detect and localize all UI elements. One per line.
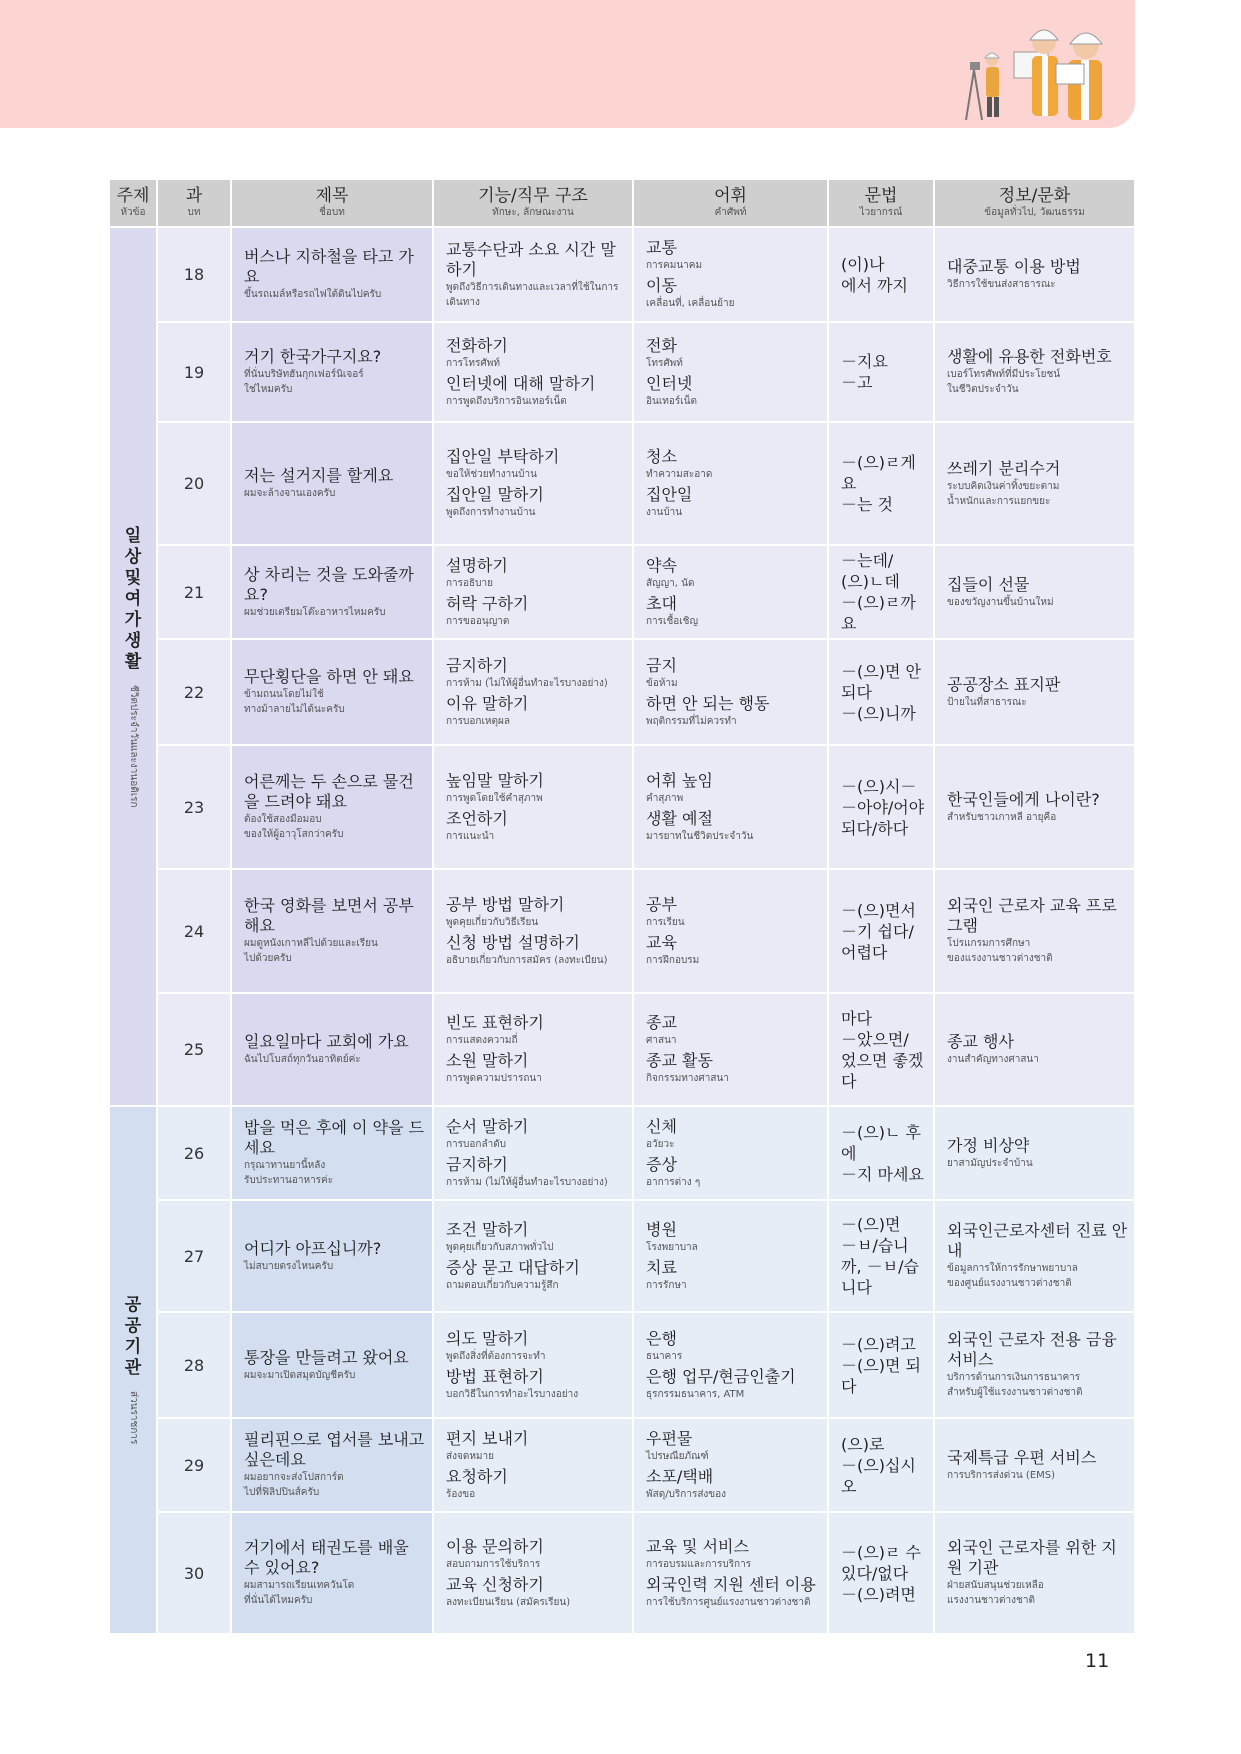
topic-daily-life: 일상및여가생활 ชีวิตประจำวันและงานอดิเรก — [109, 227, 157, 1106]
table-row — [109, 1200, 1135, 1312]
table-row — [109, 1106, 1135, 1200]
info-cell: 공공장소 표지판 ป้ายในที่สาธารณะ — [934, 639, 1135, 745]
table-header-row — [109, 179, 1135, 227]
table-row — [109, 1418, 1135, 1512]
lesson-number: 28 — [157, 1312, 231, 1418]
lesson-title: 무단횡단을 하면 안 돼요 ข้ามถนนโดยไม่ใช้ ทางม้าลายไม่ได้นะครับ — [231, 639, 433, 745]
info-cell: 외국인근로자센터 진료 안내 ข้อมูลการให้การรักษาพยาบาล ของศูนย์แรงงานชาวต่างชาติ — [934, 1200, 1135, 1312]
info-cell: 생활에 유용한 전화번호 เบอร์โทรศัพท์ที่มีประโยชน์ ในชีวิตประจำวัน — [934, 322, 1135, 422]
lesson-number: 27 — [157, 1200, 231, 1312]
lesson-number: 20 — [157, 422, 231, 545]
lesson-title: 거기 한국가구지요? ที่นั่นบริษัทฮันกุกเฟอร์นิเจอร์ ใช่ไหมครับ — [231, 322, 433, 422]
grammar-cell: －는데/ (으)ㄴ데 －(으)ㄹ까 요 — [828, 545, 934, 639]
info-cell: 외국인 근로자 전용 금융 서비스 บริการด้านการเงินการธนาคาร สำหรับผู้ใช้แรงงานชาวต่างชาติ — [934, 1312, 1135, 1418]
vocabulary-cell: 청소 ทำความสะอาด 집안일 งานบ้าน — [633, 422, 828, 545]
grammar-cell: －(으)면 안 되다 －(으)니까 — [828, 639, 934, 745]
info-cell: 종교 행사 งานสำคัญทางศาสนา — [934, 993, 1135, 1106]
info-cell: 가정 비상약 ยาสามัญประจำบ้าน — [934, 1106, 1135, 1200]
function-cell: 높임말 말하기 การพูดโดยใช้คำสุภาพ 조언하기 การแนะนำ — [433, 745, 633, 869]
lesson-title: 어른께는 두 손으로 물건을 드려야 돼요 ต้องใช้สองมือมอบ ของให้ผู้อาวุโสกว่าครับ — [231, 745, 433, 869]
function-cell: 의도 말하기 พูดถึงสิ่งที่ต้องการจะทำ 방법 표현하기 บอกวิธีในการทำอะไรบางอย่าง — [433, 1312, 633, 1418]
col-header-info-culture: 정보/문화 ข้อมูลทั่วไป, วัฒนธรรม — [934, 179, 1135, 227]
lesson-number: 25 — [157, 993, 231, 1106]
table-row — [109, 869, 1135, 993]
lesson-number: 26 — [157, 1106, 231, 1200]
function-cell: 편지 보내기 ส่งจดหมาย 요청하기 ร้องขอ — [433, 1418, 633, 1512]
lesson-title: 저는 설거지를 할게요 ผมจะล้างจานเองครับ — [231, 422, 433, 545]
vocabulary-cell: 어휘 높임 คำสุภาพ 생활 예절 มารยาทในชีวิตประจำวัน — [633, 745, 828, 869]
vocabulary-cell: 금지 ข้อห้าม 하면 안 되는 행동 พฤติกรรมที่ไม่ควรทำ — [633, 639, 828, 745]
function-cell: 이용 문의하기 สอบถามการใช้บริการ 교육 신청하기 ลงทะเบียนเรียน (สมัครเรียน) — [433, 1512, 633, 1634]
table-row — [109, 1312, 1135, 1418]
lesson-title: 상 차리는 것을 도와줄까요? ผมช่วยเตรียมโต๊ะอาหารไหมครับ — [231, 545, 433, 639]
function-cell: 설명하기 การอธิบาย 허락 구하기 การขออนุญาต — [433, 545, 633, 639]
info-cell: 외국인 근로자 교육 프로그램 โปรแกรมการศึกษา ของแรงงานชาวต่างชาติ — [934, 869, 1135, 993]
grammar-cell: －(으)려고 －(으)면 되 다 — [828, 1312, 934, 1418]
table-row — [109, 993, 1135, 1106]
info-cell: 국제특급 우편 서비스 การบริการส่งด่วน (EMS) — [934, 1418, 1135, 1512]
function-cell: 교통수단과 소요 시간 말하기 พูดถึงวิธีการเดินทางและเวลาที่ใช้ในการเดินทาง — [433, 227, 633, 322]
col-header-grammar: 문법 ไวยากรณ์ — [828, 179, 934, 227]
lesson-title: 통장을 만들려고 왔어요 ผมจะมาเปิดสมุดบัญชีครับ — [231, 1312, 433, 1418]
info-cell: 집들이 선물 ของขวัญงานขึ้นบ้านใหม่ — [934, 545, 1135, 639]
table-row — [109, 1512, 1135, 1634]
lesson-number: 30 — [157, 1512, 231, 1634]
lesson-title: 버스나 지하철을 타고 가요 ขึ้นรถเมล์หรือรถไฟใต้ดินไปครับ — [231, 227, 433, 322]
function-cell: 조건 말하기 พูดคุยเกี่ยวกับสภาพทั่วไป 증상 묻고 대답하기 ถามตอบเกี่ยวกับความรู้สึก — [433, 1200, 633, 1312]
lesson-title: 밥을 먹은 후에 이 약을 드세요 กรุณาทานยานี้หลัง รับประทานอาหารค่ะ — [231, 1106, 433, 1200]
lesson-number: 23 — [157, 745, 231, 869]
lesson-number: 29 — [157, 1418, 231, 1512]
col-header-vocabulary: 어휘 คำศัพท์ — [633, 179, 828, 227]
lesson-title: 일요일마다 교회에 가요 ฉันไปโบสถ์ทุกวันอาทิตย์ค่ะ — [231, 993, 433, 1106]
topic-public-institutions: 공공기관 ส่วนราชการ — [109, 1106, 157, 1634]
curriculum-table — [108, 178, 1136, 1635]
function-cell: 집안일 부탁하기 ขอให้ช่วยทำงานบ้าน 집안일 말하기 พูดถึงการทำงานบ้าน — [433, 422, 633, 545]
lesson-number: 24 — [157, 869, 231, 993]
col-header-function: 기능/직무 구조 ทักษะ, ลักษณะงาน — [433, 179, 633, 227]
vocabulary-cell: 병원 โรงพยาบาล 치료 การรักษา — [633, 1200, 828, 1312]
info-cell: 한국인들에게 나이란? สำหรับชาวเกาหลี อายุคือ — [934, 745, 1135, 869]
function-cell: 공부 방법 말하기 พูดคุยเกี่ยวกับวิธีเรียน 신청 방법 설명하기 อธิบายเกี่ยวกับการสมัคร (ลงทะเบียน) — [433, 869, 633, 993]
table-row — [109, 639, 1135, 745]
grammar-cell: －(으)면서 －기 쉽다/ 어렵다 — [828, 869, 934, 993]
vocabulary-cell: 은행 ธนาคาร 은행 업무/현금인출기 ธุรกรรมธนาคาร, ATM — [633, 1312, 828, 1418]
col-header-lesson: 과 บท — [157, 179, 231, 227]
function-cell: 전화하기 การโทรศัพท์ 인터넷에 대해 말하기 การพูดถึงบริการอินเทอร์เน็ต — [433, 322, 633, 422]
table-row — [109, 745, 1135, 869]
table-row — [109, 422, 1135, 545]
page-number: 11 — [1085, 1650, 1110, 1672]
vocabulary-cell: 신체 อวัยวะ 증상 อาการต่าง ๆ — [633, 1106, 828, 1200]
table-row — [109, 227, 1135, 322]
lesson-title: 어디가 아프십니까? ไม่สบายตรงไหนครับ — [231, 1200, 433, 1312]
grammar-cell: (으)로 －(으)십시 오 — [828, 1418, 934, 1512]
table-row — [109, 545, 1135, 639]
info-cell: 쓰레기 분리수거 ระบบคิดเงินค่าทิ้งขยะตาม น้ำหนักและการแยกขยะ — [934, 422, 1135, 545]
grammar-cell: 마다 －았으면/ 었으면 좋겠 다 — [828, 993, 934, 1106]
vocabulary-cell: 전화 โทรศัพท์ 인터넷 อินเทอร์เน็ต — [633, 322, 828, 422]
grammar-cell: －(으)ㄴ 후 에 －지 마세요 — [828, 1106, 934, 1200]
grammar-cell: (이)나 에서 까지 — [828, 227, 934, 322]
vocabulary-cell: 교육 및 서비스 การอบรมและการบริการ 외국인력 지원 센터 이용 การใช้บริการศูนย์แรงงานชาวต่างชาติ — [633, 1512, 828, 1634]
lesson-title: 한국 영화를 보면서 공부해요 ผมดูหนังเกาหลีไปด้วยและเรียน ไปด้วยครับ — [231, 869, 433, 993]
grammar-cell: －(으)시－ －아야/어야 되다/하다 — [828, 745, 934, 869]
vocabulary-cell: 교통 การคมนาคม 이동 เคลื่อนที่, เคลื่อนย้าย — [633, 227, 828, 322]
vocabulary-cell: 종교 ศาสนา 종교 활동 กิจกรรมทางศาสนา — [633, 993, 828, 1106]
table-row — [109, 322, 1135, 422]
grammar-cell: －(으)면 －ㅂ/습니 까, －ㅂ/습 니다 — [828, 1200, 934, 1312]
lesson-number: 18 — [157, 227, 231, 322]
lesson-title: 필리핀으로 엽서를 보내고 싶은데요 ผมอยากจะส่งโปสการ์ด ไปที่ฟิลิปปินส์ครับ — [231, 1418, 433, 1512]
col-header-topic: 주제 หัวข้อ — [109, 179, 157, 227]
construction-workers-illustration — [960, 12, 1118, 124]
col-header-title: 제목 ชื่อบท — [231, 179, 433, 227]
grammar-cell: －지요 －고 — [828, 322, 934, 422]
vocabulary-cell: 약속 สัญญา, นัด 초대 การเชื้อเชิญ — [633, 545, 828, 639]
vocabulary-cell: 공부 การเรียน 교육 การฝึกอบรม — [633, 869, 828, 993]
lesson-number: 19 — [157, 322, 231, 422]
lesson-title: 거기에서 태권도를 배울 수 있어요? ผมสามารถเรียนเทควันโด ที่นั่นได้ไหมครับ — [231, 1512, 433, 1634]
lesson-number: 22 — [157, 639, 231, 745]
function-cell: 금지하기 การห้าม (ไม่ให้ผู้อื่นทำอะไรบางอย่าง) 이유 말하기 การบอกเหตุผล — [433, 639, 633, 745]
function-cell: 순서 말하기 การบอกลำดับ 금지하기 การห้าม (ไม่ให้ผู้อื่นทำอะไรบางอย่าง) — [433, 1106, 633, 1200]
vocabulary-cell: 우편물 ไปรษณียภัณฑ์ 소포/택배 พัสดุ/บริการส่งของ — [633, 1418, 828, 1512]
function-cell: 빈도 표현하기 การแสดงความถี่ 소원 말하기 การพูดความปรารถนา — [433, 993, 633, 1106]
grammar-cell: －(으)ㄹ게 요 －는 것 — [828, 422, 934, 545]
info-cell: 외국인 근로자를 위한 지원 기관 ฝ่ายสนับสนุนช่วยเหลือ แรงงานชาวต่างชาติ — [934, 1512, 1135, 1634]
lesson-number: 21 — [157, 545, 231, 639]
grammar-cell: －(으)ㄹ 수 있다/없다 －(으)려면 — [828, 1512, 934, 1634]
info-cell: 대중교통 이용 방법 วิธีการใช้ขนส่งสาธารณะ — [934, 227, 1135, 322]
